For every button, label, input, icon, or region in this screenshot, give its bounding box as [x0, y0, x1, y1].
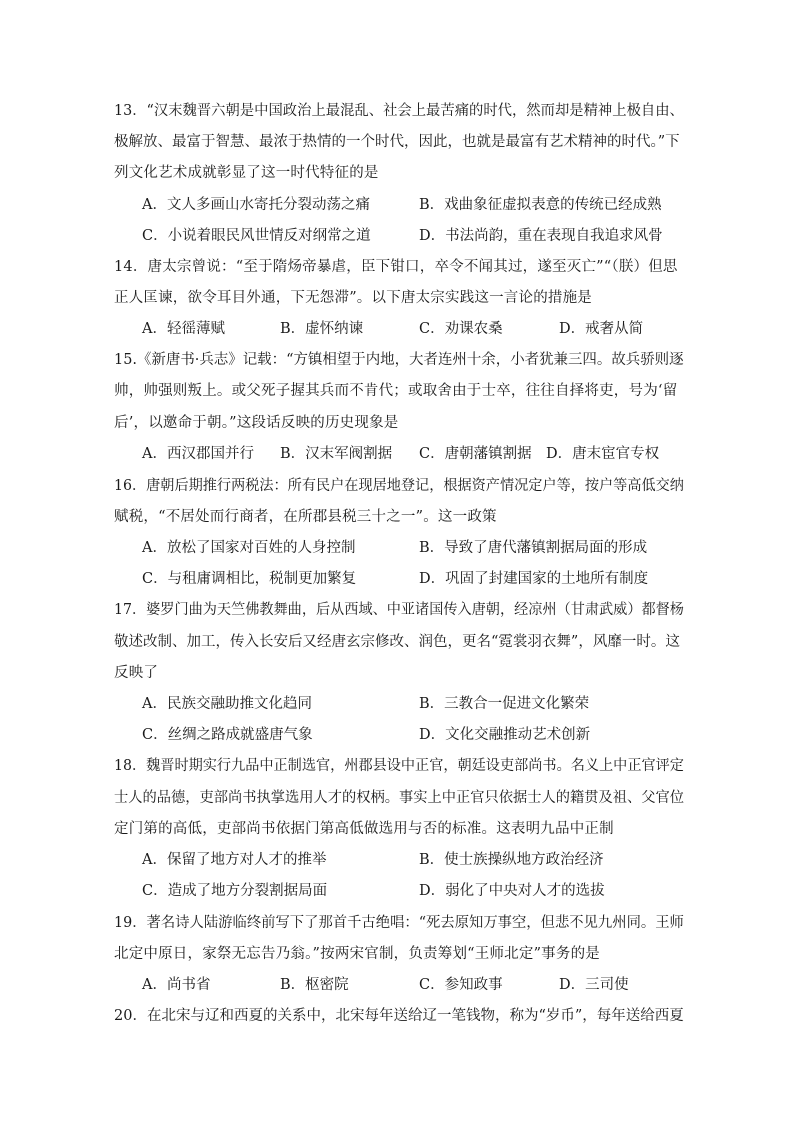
question-14-line-2: 正人匡谏，欲令耳目外通，下无怨滞”。以下唐太宗实践这一言论的措施是 [114, 290, 593, 306]
question-18-option-d: D．弱化了中央对人才的选拔 [419, 883, 605, 899]
question-16-option-c: C．与租庸调相比，税制更加繁复 [142, 571, 357, 587]
question-18-option-b: B．使士族操纵地方政治经济 [419, 852, 604, 868]
question-14-line-1: 14．唐太宗曾说：“至于隋炀帝暴虐，臣下钳口，卒令不闻其过，遂至灭亡”“（朕）但思 [114, 259, 678, 275]
question-17-option-a: A．民族交融助推文化趋同 [142, 696, 312, 712]
question-14-option-d: D．戒奢从简 [559, 321, 644, 337]
question-13-option-b: B．戏曲象征虚拟表意的传统已经成熟 [419, 197, 662, 213]
question-17-line-3: 反映了 [114, 665, 159, 681]
question-17-option-c: C．丝绸之路成就盛唐气象 [142, 727, 313, 743]
question-16-line-2: 赋税，“不居处而行商者，在所郡县税三十之一”。这一政策 [114, 509, 497, 525]
question-17-line-2: 敬述改制、加工，传入长安后又经唐玄宗修改、润色，更名“霓裳羽衣舞”，风靡一时。这 [114, 634, 680, 650]
question-15-option-c: C．唐朝藩镇割据 [419, 446, 532, 462]
question-13-line-3: 列文化艺术成就彰显了这一时代特征的是 [114, 165, 379, 181]
question-14-option-c: C．劝课农桑 [419, 321, 503, 337]
question-18-line-3: 定门第的高低，吏部尚书依据门第高低做选用与否的标准。这表明九品中正制 [114, 821, 614, 837]
question-17-line-1: 17．婆罗门曲为天竺佛教舞曲，后从西域、中亚诸国传入唐朝，经凉州（甘肃武威）都督杨 [114, 602, 684, 618]
question-20-line-1: 20．在北宋与辽和西夏的关系中，北宋每年送给辽一笔钱物，称为“岁币”，每年送给西夏 [114, 1008, 684, 1024]
question-15-option-d: D．唐末宦官专权 [546, 446, 660, 462]
question-15-line-2: 帅，帅强则叛上。或父死子握其兵而不肯代；或取舍由于士卒，往往自择将吏，号为‘留 [114, 383, 678, 399]
question-18-option-c: C．造成了地方分裂割据局面 [142, 883, 328, 899]
question-18-line-1: 18．魏晋时期实行九品中正制选官，州郡县设中正官，朝廷设吏部尚书。名义上中正官评定 [114, 758, 684, 774]
question-14-option-a: A．轻徭薄赋 [142, 321, 225, 337]
question-15-line-3: 后’，以邀命于朝。”这段话反映的历史现象是 [114, 415, 399, 431]
question-14-option-b: B．虚怀纳谏 [280, 321, 364, 337]
question-16-option-a: A．放松了国家对百姓的人身控制 [142, 540, 356, 556]
question-18-line-2: 士人的品德，吏部尚书执掌选用人才的权柄。事实上中正官只依据士人的籍贯及祖、父官位 [114, 790, 685, 806]
question-17-option-b: B．三教合一促进文化繁荣 [419, 696, 590, 712]
question-18-option-a: A．保留了地方对人才的推举 [142, 852, 327, 868]
question-13-option-a: A．文人多画山水寄托分裂动荡之痛 [142, 197, 370, 213]
question-16-option-b: B．导致了唐代藩镇割据局面的形成 [419, 540, 648, 556]
question-19-option-c: C．参知政事 [419, 977, 503, 993]
question-13-line-1: 13．“汉末魏晋六朝是中国政治上最混乱、社会上最苦痛的时代，然而却是精神上极自由、 [114, 103, 684, 119]
question-19-line-1: 19．著名诗人陆游临终前写下了那首千古绝唱：“死去原知万事空，但悲不见九州同。王师 [114, 915, 684, 931]
question-16-line-1: 16．唐朝后期推行两税法：所有民户在现居地登记，根据资产情况定户等，按户等高低交纳 [114, 478, 684, 494]
question-15-option-a: A．西汉郡国并行 [142, 446, 254, 462]
question-19-option-a: A．尚书省 [142, 977, 211, 993]
question-17-option-d: D．文化交融推动艺术创新 [419, 727, 591, 743]
question-13-line-2: 极解放、最富于智慧、最浓于热情的一个时代，因此，也就是最富有艺术精神的时代。”下 [114, 134, 680, 150]
question-13-option-c: C．小说着眼民风世情反对纲常之道 [142, 228, 371, 244]
question-15-line-1: 15.《新唐书·兵志》记载：“方镇相望于内地，大者连州十余，小者犹兼三四。故兵骄则逐 [114, 352, 684, 368]
question-15-option-b: B．汉末军阀割据 [280, 446, 393, 462]
question-13-option-d: D．书法尚韵，重在表现自我追求风骨 [419, 228, 663, 244]
question-16-option-d: D．巩固了封建国家的土地所有制度 [419, 571, 649, 587]
question-19-line-2: 北定中原日，家祭无忘告乃翁。”按两宋官制，负责筹划“王师北定”事务的是 [114, 946, 600, 962]
question-19-option-d: D．三司使 [559, 977, 629, 993]
question-19-option-b: B．枢密院 [280, 977, 349, 993]
